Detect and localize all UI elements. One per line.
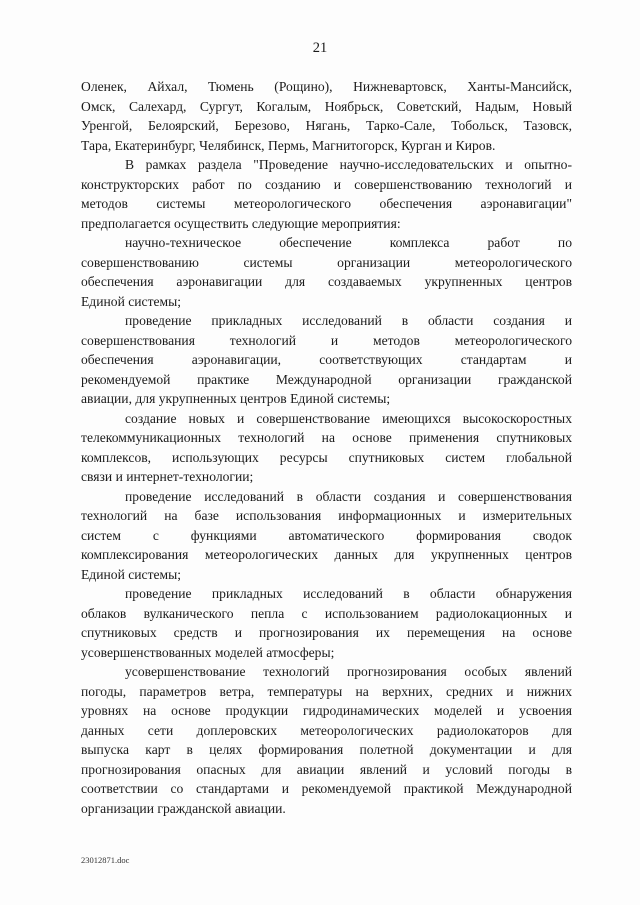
document-body [81,77,572,818]
text-line: предполагается осуществить следующие мероприятия: [81,215,401,231]
file-name-footer: 23012871.doc [81,855,130,865]
text-line: Омск, Салехард, Сургут, Когалым, Ноябрьск, Советский, Надым, Новый [81,98,572,114]
text-line: выпуска карт в целях формирования полетной документации и для [81,742,572,757]
text-line: Тара, Екатеринбург, Челябинск, Пермь, Магнитогорск, Курган и Киров. [81,137,496,153]
text-line: методов системы метеорологического обеспечения аэронавигации" [81,196,572,211]
text-line: уровнях на основе продукции гидродинамических моделей и усвоения [81,703,572,718]
text-line: прогнозирования опасных для авиации явлений и условий погоды в [81,761,572,777]
text-line: Единой системы; [81,293,182,309]
text-line: научно-техническое обеспечение комплекса работ по [125,235,572,250]
text-line: обеспечения аэронавигации, соответствующих стандартам и [81,352,572,367]
text-line: конструкторских работ по созданию и совершенствованию технологий и [81,176,572,192]
text-line: Уренгой, Белоярский, Березово, Нягань, Тарко-Сале, Тобольск, Тазовск, [81,118,572,133]
text-line: комплексов, использующих ресурсы спутниковых систем глобальной [81,449,572,465]
text-line: связи и интернет-технологии; [81,469,254,484]
text-line: технологий на базе использования информационных и измерительных [81,508,572,523]
text-line: телекоммуникационных технологий на основе применения спутниковых [81,430,572,445]
text-line: проведение прикладных исследований в области обнаружения [125,586,572,601]
text-line: данных сети доплеровских метеорологических радиолокаторов для [81,722,572,738]
text-line: усовершенствование технологий прогнозирования особых явлений [125,664,572,679]
text-line: проведение исследований в области создания и совершенствования [125,488,572,504]
text-line: совершенствования технологий и методов метеорологического [81,332,572,348]
text-line: облаков вулканического пепла с использованием радиолокационных и [81,605,572,621]
text-line: комплексирования метеорологических данных для укрупненных центров [81,547,572,562]
page-number: 21 [312,40,328,56]
text-line: авиации, для укрупненных центров Единой системы; [81,391,391,406]
text-line: систем с функциями автоматического формирования сводок [81,527,572,543]
text-line: обеспечения аэронавигации для создаваемых укрупненных центров [81,274,572,289]
text-line: рекомендуемой практике Международной организации гражданской [81,371,572,387]
text-line: проведение прикладных исследований в области создания и [125,313,572,328]
text-line: организации гражданской авиации. [81,800,286,816]
text-line: создание новых и совершенствование имеющихся высокоскоростных [125,410,572,426]
text-line: Оленек, Айхал, Тюмень (Рощино), Нижневартовск, Ханты-Мансийск, [81,79,572,94]
text-line: Единой системы; [81,566,182,582]
text-line: погоды, параметров ветра, температуры на верхних, средних и нижних [81,683,572,699]
text-line: усовершенствованных моделей атмосферы; [81,644,335,660]
text-line: совершенствованию системы организации метеорологического [81,254,572,270]
text-line: соответствии со стандартами и рекомендуемой практикой Международной [81,781,572,796]
text-line: спутниковых средств и прогнозирования их перемещения на основе [81,625,572,640]
text-line: В рамках раздела "Проведение научно-исследовательских и опытно- [125,157,572,172]
